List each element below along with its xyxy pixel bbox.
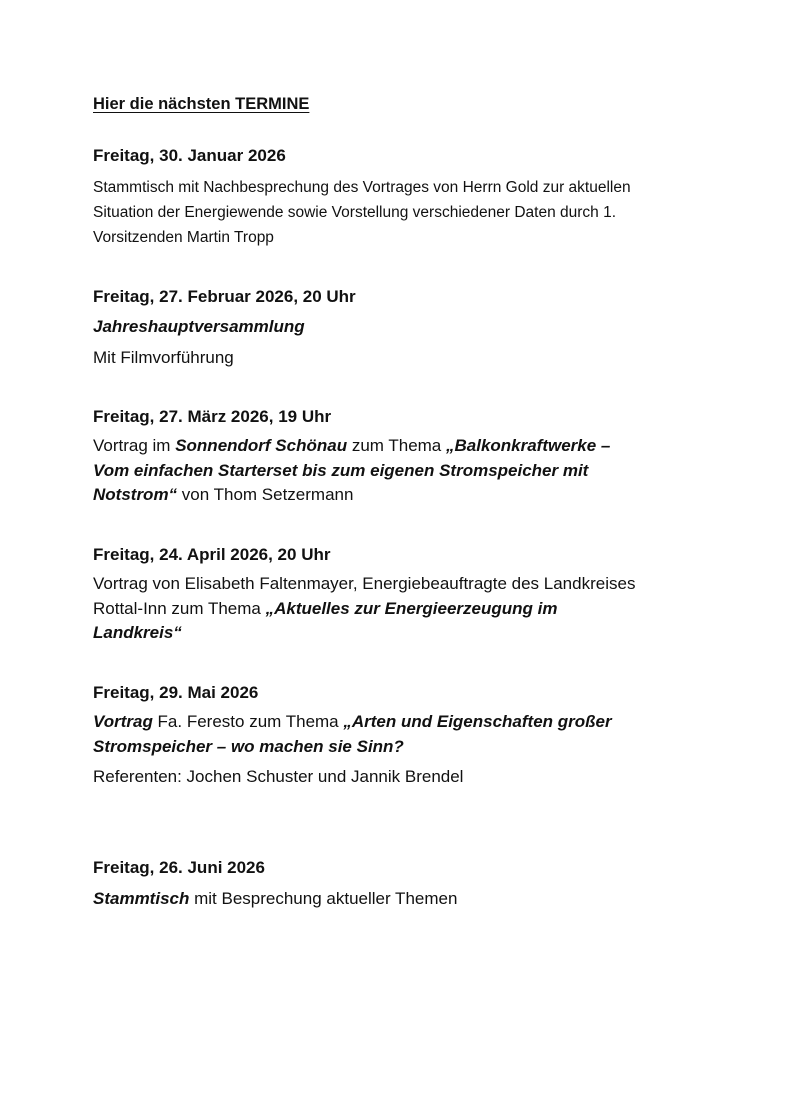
talk-title: Notstrom“ (93, 485, 178, 504)
venue-name: Sonnendorf Schönau (175, 436, 348, 455)
event-item (93, 286, 713, 371)
text-segment: Fa. Feresto zum Thema (152, 712, 344, 731)
event-date: Freitag, 27. März 2026, 19 Uhr (93, 407, 332, 426)
event-date: Freitag, 30. Januar 2026 (93, 146, 286, 165)
event-item (93, 857, 713, 912)
description-line: Situation der Energiewende sowie Vorstellung verschiedener Daten durch 1. (93, 204, 617, 221)
event-speakers: Referenten: Jochen Schuster und Jannik Brendel (93, 767, 464, 786)
description-line (93, 597, 713, 622)
event-description (93, 710, 713, 759)
event-date: Freitag, 29. Mai 2026 (93, 683, 259, 702)
event-description (93, 572, 713, 646)
talk-title: Stromspeicher – wo machen sie Sinn? (93, 736, 404, 756)
text-segment: Vortrag im (93, 436, 176, 455)
description-line (93, 887, 713, 912)
description-line: Vortrag von Elisabeth Faltenmayer, Energiebeauftragte des Landkreises (93, 574, 636, 593)
event-date: Freitag, 26. Juni 2026 (93, 858, 265, 877)
description-line (93, 483, 713, 508)
talk-title: „Balkonkraftwerke – (445, 436, 611, 455)
event-type: Vortrag (93, 712, 153, 731)
description-line: Vorsitzenden Martin Tropp (93, 229, 274, 246)
talk-title: Vom einfachen Starterset bis zum eigenen Stromspeicher mit (93, 460, 589, 480)
talk-title: „Aktuelles zur Energieerzeugung im (265, 598, 558, 618)
speaker-text: von Thom Setzermann (177, 485, 354, 504)
talk-title: Landkreis“ (93, 623, 182, 642)
text-segment: mit Besprechung aktueller Themen (189, 889, 458, 908)
talk-title: „Arten und Eigenschaften großer (343, 712, 612, 731)
description-line: Stammtisch mit Nachbesprechung des Vortrages von Herrn Gold zur aktuellen (93, 179, 631, 196)
page-title: Hier die nächsten TERMINE (93, 95, 310, 113)
event-subtitle: Jahreshauptversammlung (93, 317, 305, 336)
event-item (93, 544, 713, 646)
event-item (93, 406, 713, 508)
event-description (93, 887, 713, 912)
description-line (93, 710, 713, 735)
event-date: Freitag, 24. April 2026, 20 Uhr (93, 545, 331, 564)
event-item (93, 682, 713, 790)
description-line (93, 434, 713, 459)
text-segment: Rottal-Inn zum Thema (93, 598, 266, 618)
event-type: Stammtisch (93, 889, 190, 908)
event-date: Freitag, 27. Februar 2026, 20 Uhr (93, 287, 356, 306)
event-description: Mit Filmvorführung (93, 348, 234, 367)
event-description (93, 434, 713, 508)
event-item (93, 145, 713, 250)
text-segment: zum Thema (347, 436, 446, 455)
event-description (93, 175, 713, 250)
